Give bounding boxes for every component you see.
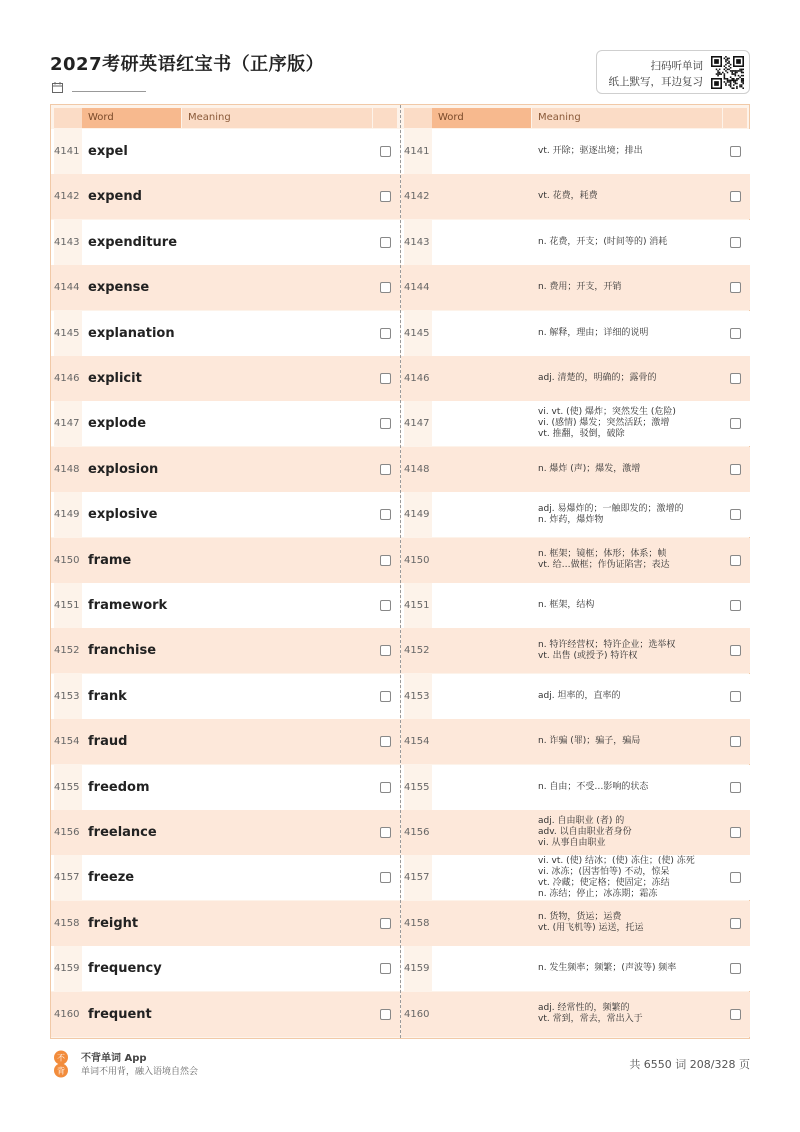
review-checkbox[interactable] (730, 963, 741, 974)
review-checkbox[interactable] (380, 373, 391, 384)
meaning-line: n. 货物，货运；运费 (538, 912, 622, 923)
word-cell (432, 220, 531, 265)
table-row (401, 492, 750, 537)
meaning-cell (182, 447, 372, 492)
word-cell (432, 583, 531, 628)
word-number: 4147 (404, 401, 432, 446)
table-row (401, 628, 750, 673)
meaning-cell (182, 311, 372, 356)
meaning-cell (182, 220, 372, 265)
meaning-line: n. 框架；镜框；体形；体系；帧 (538, 549, 667, 560)
review-checkbox[interactable] (380, 691, 391, 702)
word-text: expense (88, 280, 150, 296)
table-row (51, 311, 400, 356)
review-checkbox[interactable] (380, 736, 391, 747)
review-checkbox[interactable] (730, 328, 741, 339)
meaning-line: adj. 易爆炸的；一触即发的；激增的 (538, 503, 684, 514)
review-checkbox[interactable] (730, 237, 741, 248)
word-cell (432, 129, 531, 174)
header-word: Word (432, 108, 531, 128)
meaning-line: vt. 常到，常去，常出入于 (538, 1014, 643, 1025)
logo-char-1: 不 (57, 1053, 65, 1063)
review-checkbox[interactable] (380, 872, 391, 883)
word-text: expenditure (88, 234, 178, 250)
meaning-line: vt. 开除；驱逐出境；排出 (538, 146, 643, 156)
word-text: explanation (88, 325, 175, 341)
review-checkbox[interactable] (380, 918, 391, 929)
word-text: explode (88, 416, 147, 432)
meaning-cell (532, 810, 722, 855)
review-checkbox[interactable] (730, 1009, 741, 1020)
page-title: 2027考研英语红宝书（正序版） (50, 54, 325, 75)
review-checkbox[interactable] (730, 736, 741, 747)
table-row (401, 674, 750, 719)
page-info: 共 6550 词 208/328 页 (629, 1058, 750, 1071)
review-checkbox[interactable] (730, 282, 741, 293)
word-cell (432, 447, 531, 492)
app-logo-icon (50, 1050, 72, 1078)
meaning-cell (182, 583, 372, 628)
review-checkbox[interactable] (730, 373, 741, 384)
table-row (401, 901, 750, 946)
meaning-line: adj. 坦率的，直率的 (538, 690, 621, 701)
word-cell (82, 992, 181, 1037)
table-row (51, 265, 400, 310)
table-row (51, 220, 400, 265)
meaning-line: n. 诈骗 (罪)；骗子，骗局 (538, 736, 641, 747)
word-cell (432, 992, 531, 1037)
meaning-cell (182, 174, 372, 219)
meaning-cell (532, 901, 722, 946)
word-number: 4153 (404, 674, 432, 719)
review-checkbox[interactable] (380, 237, 391, 248)
word-number: 4155 (404, 765, 432, 810)
review-checkbox[interactable] (380, 555, 391, 566)
word-cell (82, 583, 181, 628)
word-number: 4152 (404, 628, 432, 673)
word-text: explicit (88, 371, 142, 386)
table-row (51, 538, 400, 583)
meaning-line: n. 费用；开支，开销 (538, 282, 622, 293)
review-checkbox[interactable] (380, 464, 391, 475)
table-row (401, 447, 750, 492)
meaning-line: n. 解释，理由；详细的说明 (538, 327, 649, 338)
word-number: 4143 (404, 220, 432, 265)
meaning-line: adj. 经常性的，频繁的 (538, 1003, 630, 1014)
meaning-line: vt. (用飞机等) 运送，托运 (538, 923, 644, 934)
word-number: 4149 (54, 492, 82, 537)
word-number: 4146 (54, 356, 82, 401)
word-cell (82, 356, 181, 401)
date-blank-line (72, 91, 146, 92)
review-checkbox[interactable] (380, 509, 391, 520)
word-number: 4152 (54, 628, 82, 673)
meaning-cell (182, 765, 372, 810)
word-cell (82, 447, 181, 492)
word-text: frank (88, 688, 127, 704)
table-row (401, 946, 750, 991)
review-checkbox[interactable] (380, 282, 391, 293)
review-checkbox[interactable] (730, 146, 741, 157)
word-number: 4144 (54, 265, 82, 310)
meaning-line: adj. 自由职业 (者) 的 (538, 816, 625, 826)
word-cell (432, 719, 531, 764)
review-checkbox[interactable] (730, 509, 741, 520)
meaning-cell (532, 946, 722, 991)
meaning-cell (532, 356, 722, 401)
table-row (51, 174, 400, 219)
word-number: 4145 (404, 311, 432, 356)
meaning-cell (182, 674, 372, 719)
word-text: expel (88, 144, 128, 159)
table-row (401, 129, 750, 174)
table-row (51, 401, 400, 446)
word-cell (82, 719, 181, 764)
date-field (52, 80, 63, 94)
meaning-cell (182, 265, 372, 310)
word-number: 4144 (404, 265, 432, 310)
meaning-line: adv. 以自由职业者身份 (538, 827, 632, 837)
review-checkbox[interactable] (380, 146, 391, 157)
word-cell (82, 174, 181, 219)
word-cell (82, 492, 181, 537)
word-text: explosion (88, 461, 159, 477)
word-cell (432, 538, 531, 583)
word-number: 4150 (54, 538, 82, 583)
word-cell (432, 356, 531, 401)
word-cell (82, 628, 181, 673)
word-number: 4156 (54, 810, 82, 855)
meaning-cell (182, 492, 372, 537)
meaning-line: vi. vt. (使) 爆炸；突然发生 (危险) (538, 407, 676, 418)
meaning-cell (532, 855, 722, 900)
word-cell (432, 311, 531, 356)
word-cell (432, 674, 531, 719)
table-row (401, 311, 750, 356)
review-checkbox[interactable] (380, 328, 391, 339)
meaning-cell (532, 311, 722, 356)
meaning-line: vt. 出售 (或授予) 特许权 (538, 650, 638, 661)
logo-char-2: 背 (57, 1066, 65, 1076)
table-row (51, 356, 400, 401)
word-table (50, 104, 750, 1039)
table-row (51, 492, 400, 537)
word-text: fraud (88, 734, 128, 750)
word-number: 4151 (404, 583, 432, 628)
promo-line-2: 纸上默写，耳边复习 (608, 76, 703, 88)
review-checkbox[interactable] (730, 782, 741, 793)
meaning-line: adj. 清楚的，明确的；露骨的 (538, 373, 657, 383)
word-number: 4153 (54, 674, 82, 719)
meaning-cell (532, 492, 722, 537)
table-row (51, 810, 400, 855)
review-checkbox[interactable] (730, 918, 741, 929)
meaning-line: n. 炸药，爆炸物 (538, 514, 604, 525)
meaning-column-right (401, 105, 750, 1038)
meaning-cell (532, 992, 722, 1037)
word-text: freeze (88, 870, 135, 886)
word-text: frame (88, 552, 132, 568)
meaning-cell (182, 946, 372, 991)
word-cell (82, 311, 181, 356)
meaning-cell (182, 719, 372, 764)
meaning-cell (532, 765, 722, 810)
word-cell (82, 901, 181, 946)
audio-promo-box (596, 50, 750, 94)
word-cell (82, 765, 181, 810)
word-cell (432, 174, 531, 219)
word-cell (82, 674, 181, 719)
table-row (401, 765, 750, 810)
review-checkbox[interactable] (380, 963, 391, 974)
word-number: 4149 (404, 492, 432, 537)
header-meaning: Meaning (532, 108, 722, 128)
word-text: explosive (88, 507, 158, 523)
word-number: 4158 (404, 901, 432, 946)
table-row (401, 356, 750, 401)
word-text: franchise (88, 643, 157, 659)
table-row (401, 220, 750, 265)
meaning-cell (182, 129, 372, 174)
meaning-line: n. 爆炸 (声)；爆发，激增 (538, 463, 641, 474)
meaning-line: vi. vt. (使) 结冰；(使) 冻住；(使) 冻死 (538, 855, 695, 866)
review-checkbox[interactable] (380, 645, 391, 656)
word-number: 4159 (54, 946, 82, 991)
table-row (401, 401, 750, 446)
meaning-line: vt. 冷藏；使定格；使固定；冻结 (538, 877, 670, 888)
meaning-line: vt. 推翻，驳倒，破除 (538, 429, 625, 440)
word-cell (82, 538, 181, 583)
word-text: freedom (88, 779, 150, 795)
meaning-cell (182, 992, 372, 1037)
meaning-cell (532, 265, 722, 310)
qr-code-icon[interactable] (711, 56, 744, 89)
word-column-left (51, 105, 400, 1038)
word-number: 4148 (54, 447, 82, 492)
review-checkbox[interactable] (380, 191, 391, 202)
word-number: 4141 (54, 129, 82, 174)
meaning-cell (532, 538, 722, 583)
review-checkbox[interactable] (380, 1009, 391, 1020)
word-number: 4155 (54, 765, 82, 810)
review-checkbox[interactable] (380, 418, 391, 429)
meaning-cell (532, 174, 722, 219)
meaning-cell (182, 855, 372, 900)
meaning-cell (532, 129, 722, 174)
word-number: 4148 (404, 447, 432, 492)
word-cell (432, 401, 531, 446)
review-checkbox[interactable] (380, 827, 391, 838)
table-row (51, 447, 400, 492)
review-checkbox[interactable] (730, 600, 741, 611)
word-cell (82, 220, 181, 265)
word-cell (82, 265, 181, 310)
word-number: 4154 (404, 719, 432, 764)
table-row (51, 719, 400, 764)
word-number: 4160 (54, 992, 82, 1037)
word-cell (82, 129, 181, 174)
table-row (401, 992, 750, 1037)
word-cell (82, 810, 181, 855)
meaning-cell (182, 810, 372, 855)
word-number: 4141 (404, 129, 432, 174)
word-number: 4142 (404, 174, 432, 219)
review-checkbox[interactable] (730, 191, 741, 202)
word-text: frequency (88, 961, 162, 977)
meaning-cell (532, 583, 722, 628)
review-checkbox[interactable] (730, 464, 741, 475)
meaning-cell (182, 628, 372, 673)
review-checkbox[interactable] (730, 691, 741, 702)
meaning-line: vt. 给…做框；作伪证陷害；表达 (538, 560, 670, 571)
word-number: 4151 (54, 583, 82, 628)
word-cell (432, 901, 531, 946)
word-text: expend (88, 189, 142, 205)
word-number: 4159 (404, 946, 432, 991)
word-text: framework (88, 598, 168, 613)
table-row (401, 174, 750, 219)
table-row (401, 265, 750, 310)
header-word: Word (82, 108, 181, 128)
table-row (51, 628, 400, 673)
meaning-line: vi. (感情) 爆发；突然活跃；激增 (538, 418, 670, 429)
word-cell (432, 855, 531, 900)
word-text: freight (88, 915, 139, 931)
word-cell (432, 810, 531, 855)
meaning-cell (532, 628, 722, 673)
meaning-cell (182, 538, 372, 583)
table-row (51, 901, 400, 946)
word-cell (82, 401, 181, 446)
review-checkbox[interactable] (730, 555, 741, 566)
meaning-cell (532, 220, 722, 265)
table-row (401, 583, 750, 628)
review-checkbox[interactable] (730, 645, 741, 656)
word-number: 4147 (54, 401, 82, 446)
review-checkbox[interactable] (730, 418, 741, 429)
table-row (51, 946, 400, 991)
word-number: 4158 (54, 901, 82, 946)
calendar-icon (52, 82, 63, 93)
word-cell (432, 765, 531, 810)
table-row (401, 855, 750, 900)
word-number: 4142 (54, 174, 82, 219)
word-cell (432, 265, 531, 310)
table-row (51, 129, 400, 174)
word-cell (432, 946, 531, 991)
word-cell (82, 946, 181, 991)
word-text: freelance (88, 825, 157, 840)
word-text: frequent (88, 1006, 152, 1022)
meaning-cell (532, 674, 722, 719)
promo-line-1: 扫码听单词 (650, 60, 703, 72)
meaning-line: n. 花费，开支；(时间等的) 消耗 (538, 236, 668, 247)
review-checkbox[interactable] (730, 827, 741, 838)
app-slogan: 单词不用背，融入语境自然会 (81, 1067, 199, 1077)
meaning-cell (182, 901, 372, 946)
word-number: 4157 (54, 855, 82, 900)
word-number: 4145 (54, 311, 82, 356)
meaning-line: n. 发生频率；频繁；(声波等) 频率 (538, 963, 677, 974)
table-row (401, 538, 750, 583)
meaning-line: vi. 从事自由职业 (538, 838, 606, 848)
word-cell (432, 628, 531, 673)
meaning-line: vt. 花费，耗费 (538, 191, 598, 202)
table-row (51, 992, 400, 1037)
word-number: 4156 (404, 810, 432, 855)
meaning-cell (182, 401, 372, 446)
word-cell (432, 492, 531, 537)
meaning-cell (532, 401, 722, 446)
table-row (51, 583, 400, 628)
review-checkbox[interactable] (730, 872, 741, 883)
table-row (51, 765, 400, 810)
word-number: 4154 (54, 719, 82, 764)
table-row (401, 810, 750, 855)
meaning-line: n. 冻结；停止；冰冻期；霜冻 (538, 888, 658, 899)
meaning-cell (182, 356, 372, 401)
table-row (401, 719, 750, 764)
review-checkbox[interactable] (380, 782, 391, 793)
word-cell (82, 855, 181, 900)
word-number: 4157 (404, 855, 432, 900)
meaning-line: n. 自由；不受…影响的状态 (538, 781, 649, 792)
word-number: 4150 (404, 538, 432, 583)
word-number: 4146 (404, 356, 432, 401)
word-number: 4160 (404, 992, 432, 1037)
app-name: 不背单词 App (81, 1053, 147, 1064)
review-checkbox[interactable] (380, 600, 391, 611)
word-number: 4143 (54, 220, 82, 265)
meaning-cell (532, 719, 722, 764)
meaning-line: n. 特许经营权；特许企业；选举权 (538, 639, 676, 650)
header-meaning: Meaning (182, 108, 372, 128)
meaning-line: vi. 冰冻；(因害怕等) 不动，惊呆 (538, 866, 670, 877)
table-row (51, 855, 400, 900)
meaning-line: n. 框架，结构 (538, 600, 595, 610)
table-row (51, 674, 400, 719)
meaning-cell (532, 447, 722, 492)
